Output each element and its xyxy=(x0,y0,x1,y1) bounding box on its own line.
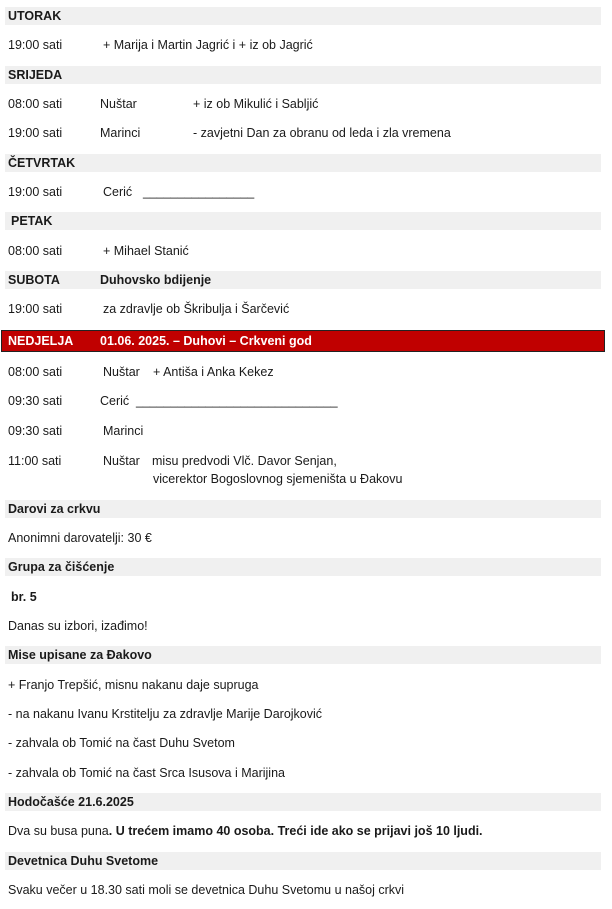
novena-text: Svaku večer u 18.30 sati moli se devetnica Duhu Svetomu u našoj crkvi xyxy=(8,883,405,897)
mass-time: 19:00 sati xyxy=(8,126,63,140)
mass-place: Marinci xyxy=(100,126,141,140)
pilgrimage-text xyxy=(8,822,483,840)
mass-intention-blank: _____________________________ xyxy=(136,394,338,408)
mass-intention: + Marija i Martin Jagrić i + iz ob Jagrić xyxy=(103,38,313,52)
mass-place: Nuštar xyxy=(103,454,140,468)
mass-time: 09:30 sati xyxy=(8,424,63,438)
cleaning-note: Danas su izbori, izađimo! xyxy=(8,619,148,633)
section-heading: Devetnica Duhu Svetome xyxy=(8,854,159,868)
mass-time: 19:00 sati xyxy=(8,185,63,199)
mass-place: Cerić xyxy=(103,185,133,199)
mass-place: Marinci xyxy=(103,424,144,438)
day-label: SUBOTA xyxy=(8,273,60,287)
mass-time: 08:00 sati xyxy=(8,97,63,111)
mass-time: 08:00 sati xyxy=(8,365,63,379)
djakovo-header xyxy=(5,646,601,664)
mass-intention: - zavjetni Dan za obranu od leda i zla vremena xyxy=(193,126,451,140)
mass-row xyxy=(0,363,612,381)
day-label: SRIJEDA xyxy=(8,68,63,82)
day-header-thursday xyxy=(5,154,601,172)
djakovo-item: - zahvala ob Tomić na čast Duhu Svetom xyxy=(8,736,235,750)
mass-row xyxy=(0,452,612,470)
pilgrimage-text-plain: Dva su busa puna xyxy=(8,824,109,838)
mass-time: 11:00 sati xyxy=(8,454,62,468)
day-label: PETAK xyxy=(11,214,53,228)
mass-intention: + Antiša i Anka Kekez xyxy=(153,365,274,379)
pilgrimage-header xyxy=(5,793,601,811)
day-header-friday xyxy=(5,212,601,230)
mass-row xyxy=(0,95,612,113)
day-header-sunday xyxy=(1,330,605,352)
djakovo-item: - na nakanu Ivanu Krstitelju za zdravlje Marije Darojković xyxy=(8,707,323,721)
day-label: UTORAK xyxy=(8,9,62,23)
mass-place: Cerić xyxy=(100,394,130,408)
section-heading: Mise upisane za Đakovo xyxy=(8,648,152,662)
list-item xyxy=(0,734,612,752)
day-header-saturday xyxy=(5,271,601,289)
day-subtitle: 01.06. 2025. – Duhovi – Crkveni god xyxy=(100,334,312,348)
mass-intention-continuation xyxy=(0,470,612,488)
section-heading: Grupa za čišćenje xyxy=(8,560,115,574)
mass-time: 08:00 sati xyxy=(8,244,63,258)
list-item xyxy=(0,764,612,782)
day-header-tuesday xyxy=(5,7,601,25)
cleaning-group-row xyxy=(0,588,612,606)
mass-intention: za zdravlje ob Škribulja i Šarčević xyxy=(103,302,290,316)
mass-intention: misu predvodi Vlč. Davor Senjan, xyxy=(152,454,337,468)
mass-intention: + Mihael Stanić xyxy=(103,244,189,258)
mass-place: Nuštar xyxy=(103,365,140,379)
mass-row xyxy=(0,300,612,318)
mass-intention-blank: ________________ xyxy=(143,185,255,199)
donations-text: Anonimni darovatelji: 30 € xyxy=(8,531,152,545)
day-header-wednesday xyxy=(5,66,601,84)
pilgrimage-row xyxy=(0,822,612,840)
novena-header xyxy=(5,852,601,870)
pilgrimage-text-bold: . U trećem imamo 40 osoba. Treći ide ako se prijavi još 10 ljudi. xyxy=(108,824,483,838)
mass-place: Nuštar xyxy=(100,97,137,111)
mass-row xyxy=(0,183,612,201)
cleaning-group: br. 5 xyxy=(11,590,37,604)
cleaning-note-row xyxy=(0,617,612,635)
list-item xyxy=(0,705,612,723)
mass-row xyxy=(0,422,612,440)
donations-header xyxy=(5,500,601,518)
donations-row xyxy=(0,529,612,547)
list-item xyxy=(0,676,612,694)
section-heading: Darovi za crkvu xyxy=(8,502,101,516)
mass-intention-line2: vicerektor Bogoslovnog sjemeništa u Đakovu xyxy=(153,472,403,486)
day-label: ČETVRTAK xyxy=(8,156,76,170)
day-subtitle: Duhovsko bdijenje xyxy=(100,273,212,287)
mass-row xyxy=(0,124,612,142)
day-label: NEDJELJA xyxy=(8,334,74,348)
djakovo-item: + Franjo Trepšić, misnu nakanu daje supruga xyxy=(8,678,259,692)
mass-intention: + iz ob Mikulić i Sabljić xyxy=(193,97,319,111)
cleaning-header xyxy=(5,558,601,576)
mass-time: 19:00 sati xyxy=(8,302,63,316)
mass-row xyxy=(0,392,612,410)
novena-row xyxy=(0,881,612,899)
djakovo-item: - zahvala ob Tomić na čast Srca Isusova i Marijina xyxy=(8,766,285,780)
mass-row xyxy=(0,36,612,54)
mass-row xyxy=(0,242,612,260)
mass-time: 19:00 sati xyxy=(8,38,63,52)
section-heading: Hodočašće 21.6.2025 xyxy=(8,795,134,809)
mass-time: 09:30 sati xyxy=(8,394,63,408)
